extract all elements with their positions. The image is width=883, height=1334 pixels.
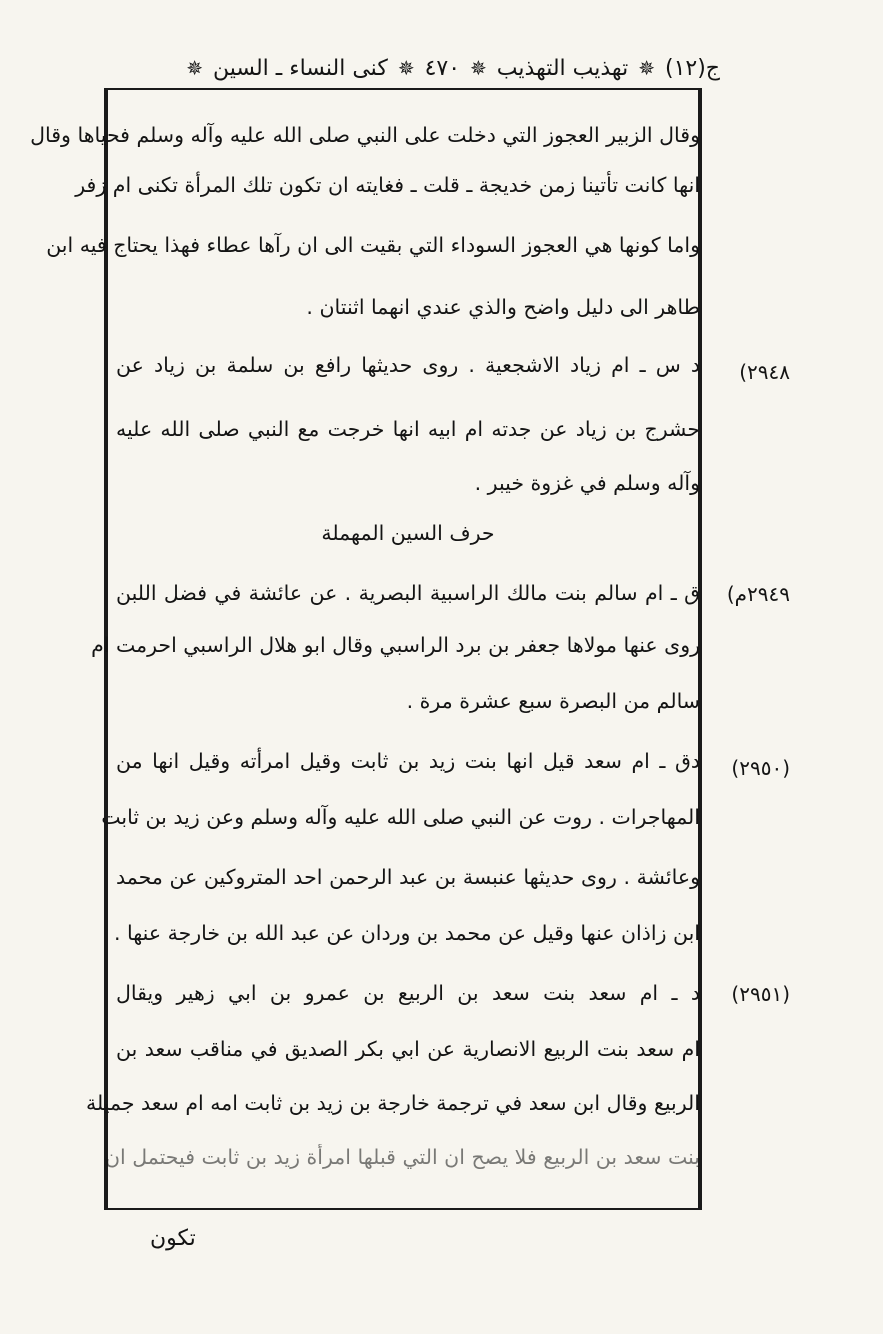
ornament-icon: ✵ <box>397 56 415 80</box>
ornament-icon: ✵ <box>638 56 655 80</box>
ornament-icon: ✵ <box>470 56 487 80</box>
entry-number: (٢٩٤٨ <box>739 360 790 384</box>
text-line: روى عنها مولاها جعفر بن برد الراسبي وقال ابو هلال الراسبي احرمت ام <box>91 633 700 657</box>
text-line: سالم من البصرة سبع عشرة مرة . <box>406 689 700 713</box>
text-line: ابن زاذان عنها وقيل عن محمد بن وردان عن عبد الله بن خارجة عنها . <box>113 921 700 945</box>
text-line: المهاجرات . روت عن النبي صلى الله عليه وآله وسلم وعن زيد بن ثابت <box>101 805 700 829</box>
text-line: ق ـ ام سالم بنت مالك الراسبية البصرية . عن عائشة في فضل اللبن <box>116 581 700 605</box>
text-line: بنت سعد بن الربيع فلا يصح ان التي قبلها امرأة زيد بن ثابت فيحتمل ان <box>104 1145 700 1169</box>
entry-number: (٢٩٤٩م <box>726 582 790 606</box>
book-title: تهذيب التهذيب <box>496 55 629 81</box>
text-line: حشرج بن زياد عن جدته ام ابيه انها خرجت مع النبي صلى الله عليه <box>116 417 700 441</box>
entry-number: (٢٩٥٠) <box>731 756 790 780</box>
text-line: د س ـ ام زياد الاشجعية . روى حديثها رافع بن سلمة بن زياد عن <box>116 353 700 377</box>
entry-number: (٢٩٥١) <box>731 982 790 1006</box>
text-line: د ـ ام سعد بنت سعد بن الربيع بن عمرو بن ابي زهير ويقال <box>116 981 700 1005</box>
page-header <box>100 46 720 90</box>
text-line: دق ـ ام سعد قيل انها بنت زيد بن ثابت وقيل امرأته وقيل انها من <box>116 749 700 773</box>
text-line: وآله وسلم في غزوة خيبر . <box>474 471 700 495</box>
text-line: ام سعد بنت الربيع الانصارية عن ابي بكر الصديق في مناقب سعد بن <box>116 1037 700 1061</box>
text-line: طاهر الى دليل واضح والذي عندي انهما اثنتان . <box>306 295 700 319</box>
catchword: تكون <box>150 1226 196 1251</box>
section-title: كنى النساء ـ السين <box>212 55 388 81</box>
page-number: ٤٧٠ <box>424 55 461 81</box>
text-line: وعائشة . روى حديثها عنبسة بن عبد الرحمن احد المتروكين عن محمد <box>116 865 700 889</box>
volume-number: ج(١٢) <box>664 55 720 81</box>
text-line: انها كانت تأتينا زمن خديجة ـ قلت ـ فغايته ان تكون تلك المرأة تكنى ام زفر <box>75 173 700 197</box>
text-line: واما كونها هي العجوز السوداء التي بقيت الى ان رآها عطاء فهذا يحتاج فيه ابن <box>46 233 700 257</box>
text-line: حرف السين المهملة <box>321 521 495 545</box>
text-line: الربيع وقال ابن سعد في ترجمة خارجة بن زيد بن ثابت امه ام سعد جميلة <box>86 1091 700 1115</box>
text-line: وقال الزبير العجوز التي دخلت على النبي صلى الله عليه وآله وسلم فحياها وقال <box>30 123 700 147</box>
ornament-icon: ✵ <box>186 56 203 80</box>
